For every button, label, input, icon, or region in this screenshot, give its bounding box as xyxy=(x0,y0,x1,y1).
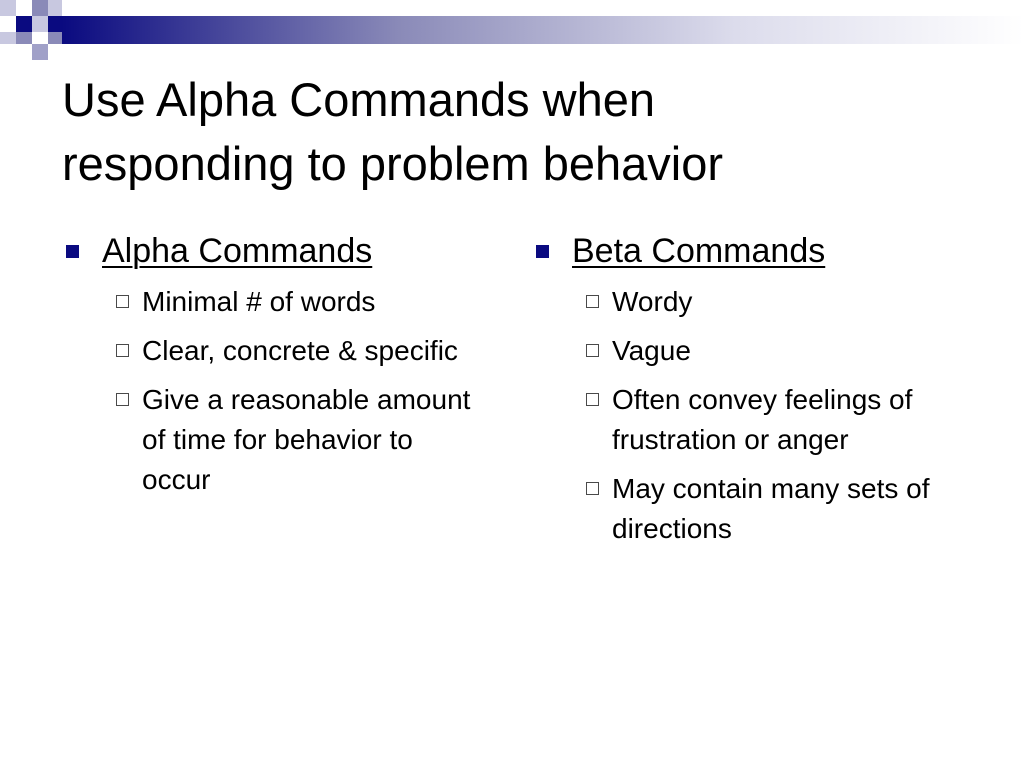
beta-commands-heading xyxy=(532,228,972,274)
hollow-square-bullet-icon xyxy=(586,295,599,308)
hollow-square-bullet-icon xyxy=(586,393,599,406)
list-item-text: Give a reasonable amount of time for behavior to occur xyxy=(142,384,471,495)
slide-title-line-2: responding to problem behavior xyxy=(62,137,724,190)
alpha-commands-list xyxy=(62,282,482,500)
list-item xyxy=(584,380,972,460)
list-item xyxy=(114,380,482,500)
hollow-square-bullet-icon xyxy=(586,482,599,495)
hollow-square-bullet-icon xyxy=(116,295,129,308)
list-item xyxy=(114,282,482,322)
list-item-text: Often convey feelings of frustration or anger xyxy=(612,384,913,455)
list-item xyxy=(114,331,482,371)
list-item xyxy=(584,469,972,549)
alpha-commands-heading xyxy=(62,228,482,274)
beta-commands-list xyxy=(532,282,972,549)
beta-commands-heading-label: Beta Commands xyxy=(572,232,826,270)
alpha-commands-column xyxy=(62,228,482,509)
list-item-text: Minimal # of words xyxy=(142,286,376,317)
list-item xyxy=(584,282,972,322)
beta-commands-column xyxy=(532,228,972,558)
list-item-text: Wordy xyxy=(612,286,693,317)
list-item-text: Clear, concrete & specific xyxy=(142,335,458,366)
square-bullet-icon xyxy=(536,245,549,258)
hollow-square-bullet-icon xyxy=(116,393,129,406)
list-item-text: May contain many sets of directions xyxy=(612,473,930,544)
slide-title-line-1: Use Alpha Commands when xyxy=(62,73,656,126)
alpha-commands-heading-label: Alpha Commands xyxy=(102,232,373,270)
header-decoration xyxy=(0,0,1024,60)
list-item xyxy=(584,331,972,371)
square-bullet-icon xyxy=(66,245,79,258)
list-item-text: Vague xyxy=(612,335,691,366)
slide-title xyxy=(62,68,982,196)
hollow-square-bullet-icon xyxy=(116,344,129,357)
hollow-square-bullet-icon xyxy=(586,344,599,357)
